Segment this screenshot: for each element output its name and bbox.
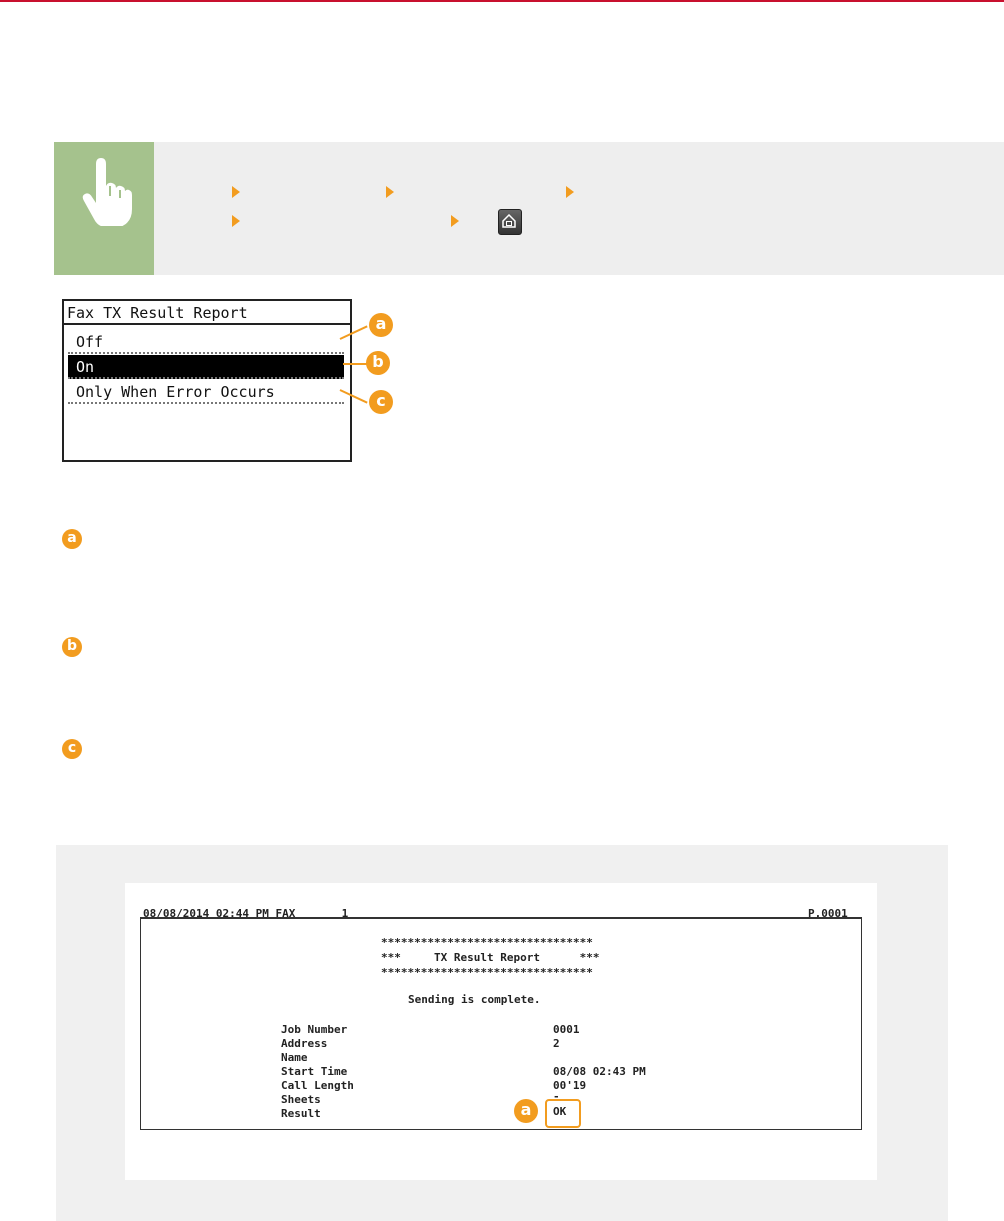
- step-arrow-2: [386, 186, 394, 198]
- instruction-bar: [54, 142, 1004, 275]
- report-header-left: 08/08/2014 02:44 PM FAX 1: [143, 907, 349, 920]
- report-row-value: -: [553, 1090, 560, 1103]
- report-row-value: 08/08 02:43 PM: [553, 1065, 646, 1078]
- report-row-label: Sheets: [281, 1093, 321, 1106]
- report-row-value: 2: [553, 1037, 560, 1050]
- lcd-title: Fax TX Result Report: [64, 301, 350, 325]
- home-icon: [502, 214, 516, 228]
- report-row-label: Job Number: [281, 1023, 348, 1036]
- report-sheet: [125, 883, 877, 1180]
- description-badge-b: b: [62, 637, 82, 657]
- step-arrow-5: [451, 215, 459, 227]
- description-badge-a: a: [62, 529, 82, 549]
- report-callout-badge-a: a: [514, 1099, 538, 1123]
- report-row-value: 00'19: [553, 1079, 587, 1092]
- report-header-right: P.0001: [808, 907, 848, 920]
- lcd-option-off[interactable]: Off: [68, 330, 344, 354]
- step-arrow-3: [566, 186, 574, 198]
- report-stars-bottom: ********************************: [381, 966, 593, 979]
- report-row-value: 0001: [553, 1023, 580, 1036]
- callout-badge-c: c: [369, 390, 393, 414]
- report-status: Sending is complete.: [408, 993, 541, 1006]
- report-row-label: Call Length: [281, 1079, 354, 1092]
- step-arrow-1: [232, 186, 240, 198]
- lcd-option-on[interactable]: On: [68, 355, 344, 379]
- hand-touch-icon: [76, 156, 132, 226]
- home-button[interactable]: [498, 209, 522, 235]
- description-badge-c: c: [62, 739, 82, 759]
- report-stars-top: ********************************: [381, 936, 593, 949]
- hand-panel: [54, 142, 154, 275]
- result-highlight-box: [545, 1099, 581, 1128]
- report-heading: *** TX Result Report ***: [381, 951, 600, 964]
- callout-badge-a: a: [369, 313, 393, 337]
- lcd-option-error-only[interactable]: Only When Error Occurs: [68, 380, 344, 404]
- top-rule: [0, 0, 1004, 2]
- report-row-label: Name: [281, 1051, 308, 1064]
- report-row-value-result: OK: [553, 1105, 567, 1118]
- lcd-screen: [62, 299, 352, 462]
- report-row-label: Result: [281, 1107, 321, 1120]
- report-row-label: Address: [281, 1037, 328, 1050]
- report-row-label: Start Time: [281, 1065, 348, 1078]
- callout-badge-b: b: [366, 351, 390, 375]
- step-arrow-4: [232, 215, 240, 227]
